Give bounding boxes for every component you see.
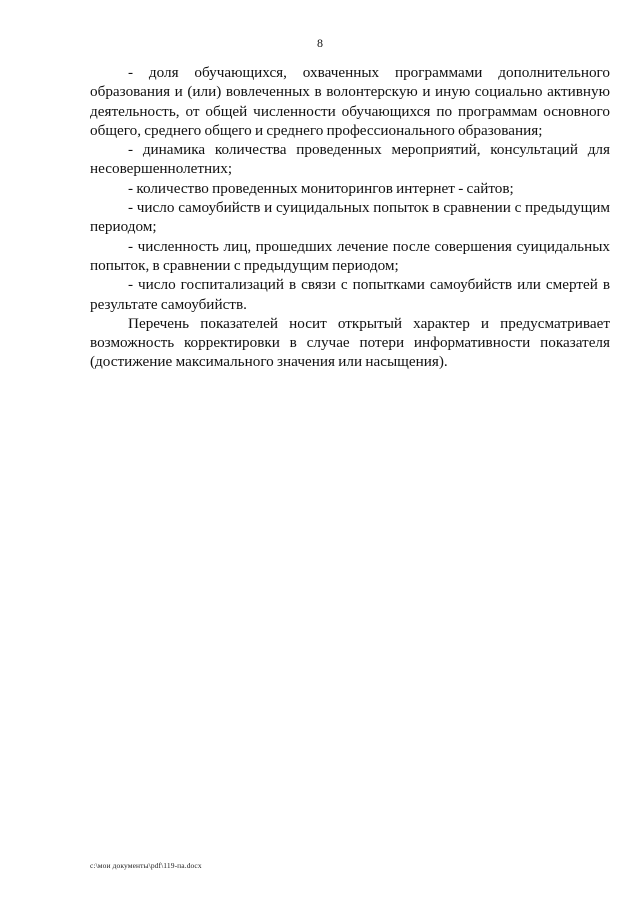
paragraph-hospitalizations: - число госпитализаций в связи с попытками самоубийств или смертей в результате самоубийств.	[90, 276, 610, 313]
paragraph-events-dynamics: - динамика количества проведенных мероприятий, консультаций для несовершеннолетних;	[90, 141, 610, 178]
paragraph-share-of-students: - доля обучающихся, охваченных программами дополнительного образования и (или) вовлеченных в волонтерскую и иную социально активную деятельность, от общей численности обучающихся по программам основного общего, среднего общего и среднего профессионального образования;	[90, 64, 610, 139]
paragraph-website-monitoring: - количество проведенных мониторингов интернет - сайтов;	[128, 179, 514, 197]
paragraph-treated-persons: - численность лиц, прошедших лечение после совершения суицидальных попыток, в сравнении с предыдущим периодом;	[90, 237, 610, 274]
paragraph-suicide-count: - число самоубийств и суицидальных попыток в сравнении с предыдущим периодом;	[90, 199, 610, 236]
page-number: 8	[317, 36, 323, 50]
paragraph-indicator-list-note: Перечень показателей носит открытый характер и предусматривает возможность корректировки в случае потери информативности показателя (достижение максимального значения или насыщения).	[90, 314, 610, 371]
document-body	[90, 63, 610, 372]
footer-file-path: c:\мои документы\pdf\119-па.docx	[90, 861, 202, 870]
